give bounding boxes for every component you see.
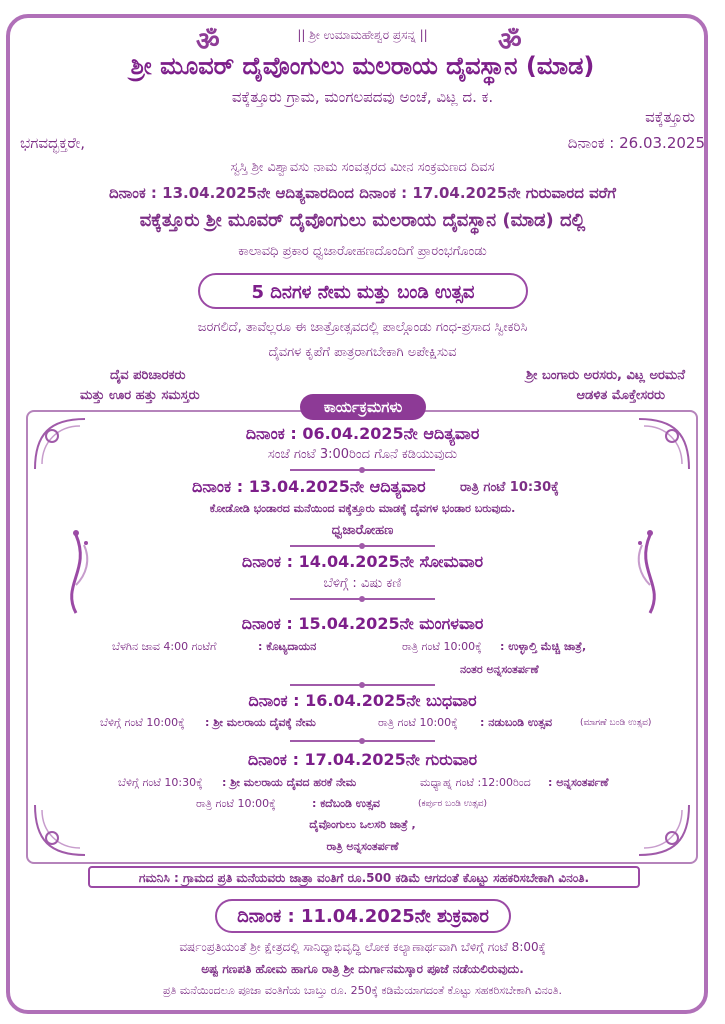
day4-title: ದಿನಾಂಕ : 15.04.2025ನೇ ಮಂಗಳವಾರ — [241, 614, 484, 633]
divider-dot — [359, 467, 365, 473]
day5-title: ದಿನಾಂಕ : 16.04.2025ನೇ ಬುಧವಾರ — [248, 691, 477, 710]
footer-line-2: ಅಷ್ಟ ಗಣಪತಿ ಹೋಮ ಹಾಗೂ ರಾತ್ರಿ ಶ್ರೀ ದುರ್ಗಾನಮಸ್ಕಾರ ಪೂಜೆ ನಡೆಯಲಿರುವುದು. — [201, 962, 524, 976]
programs-heading: ಕಾರ್ಯಕ್ರಮಗಳು — [300, 394, 426, 420]
day6-l1-mid: ಮಧ್ಯಾಹ್ನ ಗಂಟೆ :12:00ರಿಂದ — [420, 776, 531, 789]
notice-box: ಗಮನಿಸಿ : ಗ್ರಾಮದ ಪ್ರತಿ ಮನೆಯವರು ಜಾತ್ರಾ ವಂತಿಗೆ ರೂ.500 ಕಡಿಮೆ ಆಗದಂತೆ ಕೊಟ್ಟು ಸಹಕರಿಸಬೇಕಾಗಿ ವಿನಂತಿ. — [88, 866, 640, 888]
signatory-left-1: ದೈವ ಪರಿಚಾರಕರು — [110, 368, 186, 383]
day3-line: ಬೆಳಿಗ್ಗೆ : ವಿಷು ಕಣಿ — [323, 576, 402, 591]
day6-l4: ರಾತ್ರಿ ಅನ್ನಸಂತರ್ಪಣೆ — [326, 840, 399, 853]
temple-title: ಶ್ರೀ ಮೂವರ್ ದೈವೊಂಗುಲು ಮಲರಾಯ ದೈವಸ್ಥಾನ (ಮಾಡ) — [130, 52, 595, 80]
intro-line-5: ಜರಗಲಿದೆ, ತಾವೆಲ್ಲರೂ ಈ ಜಾತ್ರೋತ್ಸವದಲ್ಲಿ ಪಾಲ್ಗೊಂಡು ಗಂಧ-ಪ್ರಸಾದ ಸ್ವೀಕರಿಸಿ — [197, 320, 528, 335]
day4-left-event: : ಕೊಟ್ಯದಾಯನ — [258, 640, 317, 653]
day6-l3: ದೈವೊಂಗುಲು ಒಲಸರಿ ಜಾತ್ರೆ , — [309, 818, 416, 831]
om-icon-left: ॐ — [196, 27, 220, 57]
day5-right-event: : ನಡುಬಂಡಿ ಉತ್ಸವ — [480, 716, 553, 729]
day5-right-note: (ಮಾಗಣೆ ಬಂಡಿ ಉತ್ಸವ) — [580, 718, 652, 728]
day4-left-time: ಬೆಳಗಿನ ಜಾವ 4:00 ಗಂಟೆಗೆ — [112, 640, 217, 653]
footer-date-banner: ದಿನಾಂಕ : 11.04.2025ನೇ ಶುಕ್ರವಾರ — [215, 899, 511, 933]
signatory-left-2: ಮತ್ತು ಊರ ಹತ್ತು ಸಮಸ್ತರು — [80, 388, 200, 403]
festival-title: 5 ದಿನಗಳ ನೇಮ ಮತ್ತು ಬಂಡಿ ಉತ್ಸವ — [198, 273, 528, 309]
day5-left-event: : ಶ್ರೀ ಮಲರಾಯ ದೈವಕ್ಕೆ ನೇಮ — [205, 716, 316, 729]
divider-dot — [359, 596, 365, 602]
place-name: ವಕ್ಕೆತ್ತೂರು — [645, 108, 695, 126]
day2-time: ರಾತ್ರಿ ಗಂಟೆ 10:30ಕ್ಕೆ — [460, 480, 559, 495]
footer-line-1: ವರ್ಷಂಪ್ರತಿಯಂತೆ ಶ್ರೀ ಕ್ಷೇತ್ರದಲ್ಲಿ ಸಾನಿಧ್ಯಾಭಿವೃದ್ಧಿ ಲೋಕ ಕಲ್ಯಾಣಾರ್ಥವಾಗಿ ಬೆಳಿಗ್ಗೆ ಗಂಟೆ 8:00ಕ್ಕೆ — [179, 940, 546, 954]
signatory-right-2: ಆಡಳಿತ ಮೊಕ್ತೇಸರರು — [576, 388, 665, 403]
day3-title: ದಿನಾಂಕ : 14.04.2025ನೇ ಸೋಮವಾರ — [241, 552, 484, 571]
footer-line-3: ಪ್ರತಿ ಮನೆಯಿಂದಲೂ ಪೂಜಾ ವಂತಿಗೆಯ ಬಾಬ್ತು ರೂ. 250ಕ್ಕೆ ಕಡಿಮೆಯಾಗದಂತೆ ಕೊಟ್ಟು ಸಹಕರಿಸಬೇಕಾಗಿ ವಿನಂತಿ. — [162, 984, 562, 997]
divider-dot — [359, 682, 365, 688]
intro-date-range: ದಿನಾಂಕ : 13.04.2025ನೇ ಆದಿತ್ಯವಾರದಿಂದ ದಿನಾಂಕ : 17.04.2025ನೇ ಗುರುವಾರದ ವರೆಗೆ — [108, 184, 617, 202]
day6-l2-note: (ಕರ್ಪುರ ಬಂಡಿ ಉತ್ಸವ) — [418, 799, 488, 809]
divider-dot — [359, 543, 365, 549]
day6-l1-event: : ಶ್ರೀ ಮಲರಾಯ ದೈವದ ಹರಕೆ ನೇಮ — [222, 776, 357, 789]
day2-line: ಕೋಡೋಡಿ ಭಂಡಾರದ ಮನೆಯಿಂದ ವಕ್ಕೆತ್ತೂರು ಮಾಡಕ್ಕೆ ದೈವಗಳ ಭಂಡಾರ ಬರುವುದು. — [209, 502, 516, 515]
divider-dot — [359, 738, 365, 744]
signatory-right-1: ಶ್ರೀ ಬಂಗಾರು ಅರಸರು, ವಿಟ್ಲ ಅರಮನೆ — [525, 368, 685, 383]
day2-event: ಧ್ವಜಾರೋಹಣ — [331, 523, 394, 538]
day2-title: ದಿನಾಂಕ : 13.04.2025ನೇ ಆದಿತ್ಯವಾರ — [192, 477, 426, 496]
temple-address: ವಕ್ಕೆತ್ತೂರು ಗ್ರಾಮ, ಮಂಗಲಪದವು ಅಂಚೆ, ವಿಟ್ಲ ದ. ಕ. — [231, 88, 494, 106]
day6-l2-event: : ಕದೆಬಂಡಿ ಉತ್ಸವ — [312, 797, 380, 810]
day4-right-event: : ಉಳ್ಳಾಲ್ತಿ ಮೆಚ್ಚಿ ಜಾತ್ರೆ, — [500, 640, 587, 653]
greeting: ಭಗವದ್ಭಕ್ತರೇ, — [20, 134, 86, 152]
om-icon-right: ॐ — [498, 27, 522, 57]
day5-left-time: ಬೆಳಿಗ್ಗೆ ಗಂಟೆ 10:00ಕ್ಕೆ — [100, 716, 185, 729]
intro-temple-line: ವಕ್ಕೆತ್ತೂರು ಶ್ರೀ ಮೂವರ್ ದೈವೊಂಗುಲು ಮಲರಾಯ ದೈವಸ್ಥಾನ (ಮಾಡ) ದಲ್ಲಿ — [139, 210, 586, 231]
day6-title: ದಿನಾಂಕ : 17.04.2025ನೇ ಗುರುವಾರ — [247, 750, 478, 769]
day1-line: ಸಂಜೆ ಗಂಟೆ 3:00ರಿಂದ ಗೊನೆ ಕಡಿಯುವುದು — [267, 447, 458, 462]
day6-l2-time: ರಾತ್ರಿ ಗಂಟೆ 10:00ಕ್ಕೆ — [196, 797, 276, 810]
intro-line-6: ದೈವಗಳ ಕೃಪೆಗೆ ಪಾತ್ರರಾಗಬೇಕಾಗಿ ಅಪೇಕ್ಷಿಸುವ — [268, 345, 457, 360]
invocation: || ಶ್ರೀ ಉಮಾಮಹೇಶ್ವರ ಪ್ರಸನ್ನ || — [297, 28, 428, 42]
day4-right-time: ರಾತ್ರಿ ಗಂಟೆ 10:00ಕ್ಕೆ — [402, 640, 482, 653]
corner-ornament-icon — [30, 414, 90, 474]
day5-right-time: ರಾತ್ರಿ ಗಂಟೆ 10:00ಕ್ಕೆ — [378, 716, 458, 729]
day4-right-event-2: ನಂತರ ಅನ್ನಸಂತರ್ಪಣೆ — [460, 663, 539, 676]
intro-line-4: ಕಾಲಾವಧಿ ಪ್ರಕಾರ ಧ್ವಜಾರೋಹಣದೊಂದಿಗೆ ಪ್ರಾರಂಭಗೊಂಡು — [238, 244, 487, 259]
day6-l1-time: ಬೆಳಿಗ್ಗೆ ಗಂಟೆ 10:30ಕ್ಕೆ — [118, 776, 203, 789]
day6-l1-mid-event: : ಅನ್ನಸಂತರ್ಪಣೆ — [548, 776, 609, 789]
letter-date: ದಿನಾಂಕ : 26.03.2025 — [567, 134, 705, 152]
corner-ornament-icon — [634, 414, 694, 474]
intro-line-1: ಸ್ವಸ್ತಿ ಶ್ರೀ ವಿಶ್ವಾವಸು ನಾಮ ಸಂವತ್ಸರದ ಮೀನ ಸಂಕ್ರಮಣದ ದಿವಸ — [230, 160, 495, 175]
day1-title: ದಿನಾಂಕ : 06.04.2025ನೇ ಆದಿತ್ಯವಾರ — [245, 424, 480, 443]
